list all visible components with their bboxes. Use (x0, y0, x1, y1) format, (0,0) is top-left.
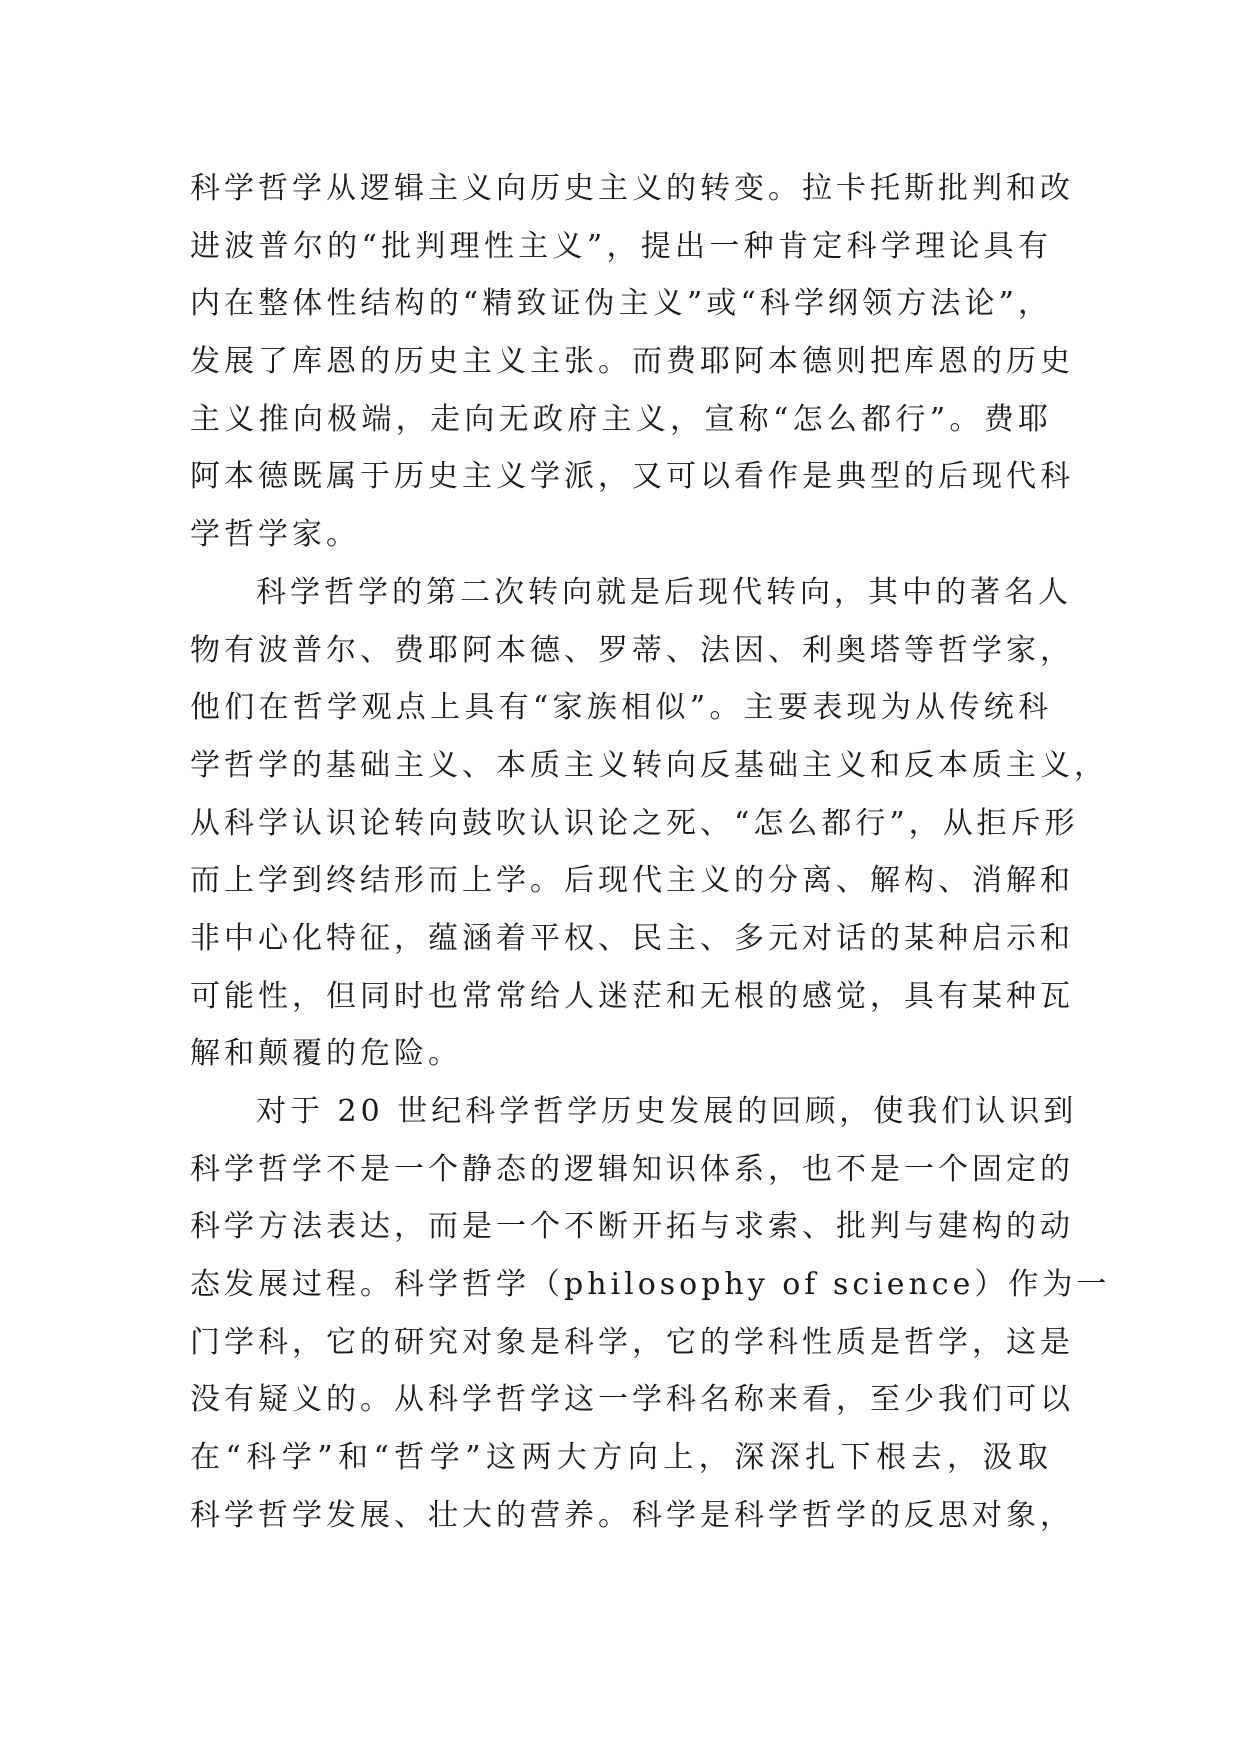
text-line: 学哲学的基础主义、本质主义转向反基础主义和反本质主义， (190, 747, 1108, 783)
text-line: 科学方法表达，而是一个不断开拓与求索、批判与建构的动 (190, 1209, 1074, 1245)
text-line: 非中心化特征，蕴涵着平权、民主、多元对话的某种启示和 (190, 920, 1074, 956)
text-line: 发展了库恩的历史主义主张。而费耶阿本德则把库恩的历史 (190, 344, 1074, 380)
text-line: 阿本德既属于历史主义学派，又可以看作是典型的后现代科 (190, 459, 1074, 495)
text-line: 没有疑义的。从科学哲学这一学科名称来看，至少我们可以 (190, 1382, 1074, 1418)
text-line: 在“科学”和“哲学”这两大方向上，深深扎下根去，汲取 (190, 1440, 1052, 1476)
text-line: 从科学认识论转向鼓吹认识论之死、“怎么都行”，从拒斥形 (190, 805, 1079, 841)
body-text (190, 160, 1111, 1545)
text-line: 进波普尔的“批判理性主义”，提出一种肯定科学理论具有 (190, 228, 1052, 264)
text-line: 而上学到终结形而上学。后现代主义的分离、解构、消解和 (190, 863, 1074, 899)
text-line: 主义推向极端，走向无政府主义，宣称“怎么都行”。费耶 (190, 401, 1052, 437)
text-line: 物有波普尔、费耶阿本德、罗蒂、法因、利奥塔等哲学家， (190, 632, 1074, 668)
paragraph-first-line: 对于 20 世纪科学哲学历史发展的回顾，使我们认识到 (256, 1094, 1078, 1129)
text-line: 门学科，它的研究对象是科学，它的学科性质是哲学，这是 (190, 1324, 1074, 1360)
text-line: 内在整体性结构的“精致证伪主义”或“科学纲领方法论”， (190, 286, 1052, 322)
text-line: 态发展过程。科学哲学（philosophy of science）作为一 (190, 1267, 1111, 1303)
text-line: 科学哲学从逻辑主义向历史主义的转变。拉卡托斯批判和改 (190, 171, 1074, 206)
paragraph-first-line: 科学哲学的第二次转向就是后现代转向，其中的著名人 (256, 574, 1072, 610)
text-line: 可能性，但同时也常常给人迷茫和无根的感觉，具有某种瓦 (190, 978, 1074, 1014)
text-line: 解和颠覆的危险。 (190, 1036, 462, 1072)
text-line: 科学哲学发展、壮大的营养。科学是科学哲学的反思对象， (190, 1497, 1074, 1533)
text-line: 学哲学家。 (190, 517, 360, 553)
text-line: 他们在哲学观点上具有“家族相似”。主要表现为从传统科 (190, 690, 1052, 726)
text-line: 科学哲学不是一个静态的逻辑知识体系，也不是一个固定的 (190, 1151, 1074, 1187)
